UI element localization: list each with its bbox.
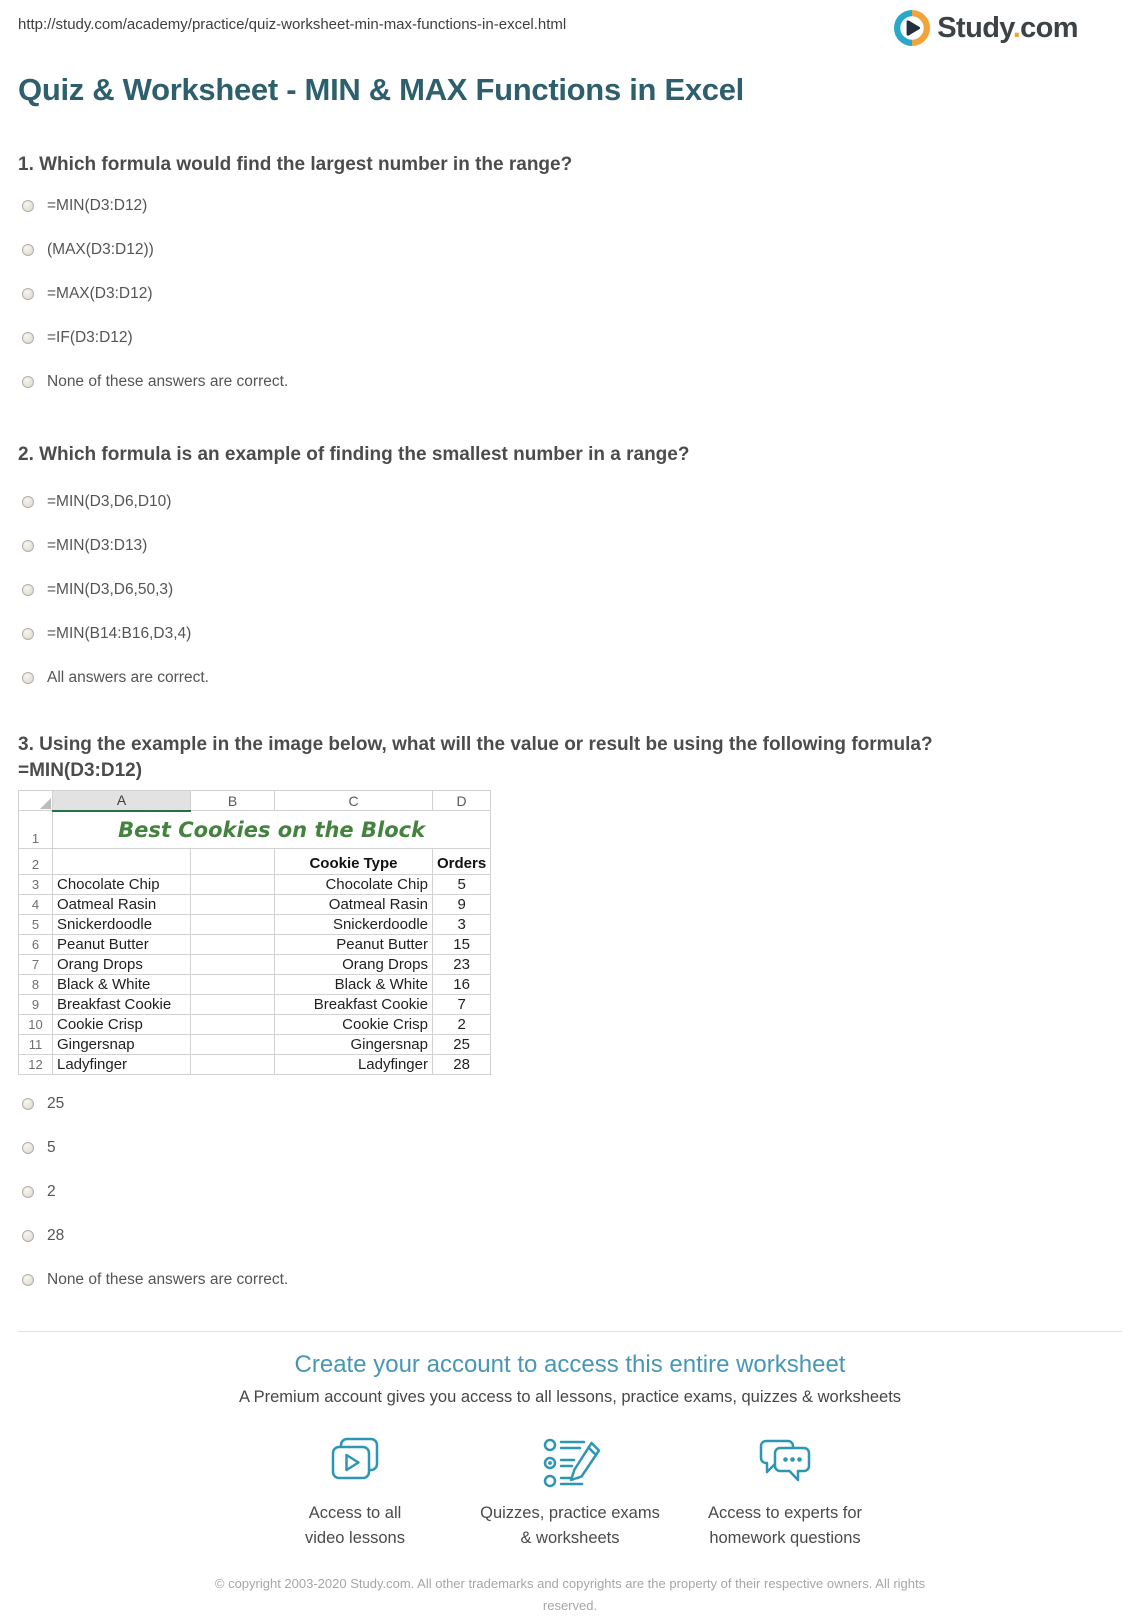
answer-option[interactable] bbox=[18, 494, 1122, 510]
radio-button[interactable] bbox=[22, 244, 34, 256]
cookie-type-header-cell: Cookie Type bbox=[275, 849, 433, 875]
radio-button[interactable] bbox=[22, 1186, 34, 1198]
sheet-corner-triangle-icon bbox=[40, 798, 51, 809]
feature-label: Access to all video lessons bbox=[305, 1504, 405, 1547]
radio-button[interactable] bbox=[22, 496, 34, 508]
sheet-data-row bbox=[19, 1035, 491, 1055]
column-header-c: C bbox=[275, 791, 433, 811]
cell-c: Ladyfinger bbox=[275, 1055, 433, 1075]
cell-d: 16 bbox=[433, 975, 491, 995]
answer-option-label: =MAX(D3:D12) bbox=[47, 285, 153, 302]
radio-button[interactable] bbox=[22, 584, 34, 596]
sheet-data-row bbox=[19, 995, 491, 1015]
cell-b bbox=[191, 1035, 275, 1055]
feature-label: Quizzes, practice exams & worksheets bbox=[480, 1504, 660, 1547]
row-number: 3 bbox=[19, 875, 53, 895]
sheet-data-row bbox=[19, 1015, 491, 1035]
cell-c: Black & White bbox=[275, 975, 433, 995]
answer-option-label: 25 bbox=[47, 1095, 65, 1112]
cell-c: Snickerdoodle bbox=[275, 915, 433, 935]
answer-option-label: None of these answers are correct. bbox=[47, 1271, 289, 1288]
sheet-data-row bbox=[19, 1055, 491, 1075]
cell-b bbox=[191, 849, 275, 875]
cell-a: Snickerdoodle bbox=[53, 915, 191, 935]
cell-b bbox=[191, 895, 275, 915]
cell-d: 7 bbox=[433, 995, 491, 1015]
sheet-data-row bbox=[19, 915, 491, 935]
question-3 bbox=[18, 732, 1122, 1288]
row-number: 7 bbox=[19, 955, 53, 975]
cell-a bbox=[53, 849, 191, 875]
radio-button[interactable] bbox=[22, 1274, 34, 1286]
answer-option-label: (MAX(D3:D12)) bbox=[47, 241, 154, 258]
excel-sheet-image bbox=[18, 790, 1122, 1075]
answer-option-label: =MIN(D3,D6,D10) bbox=[47, 493, 172, 510]
cell-d: 25 bbox=[433, 1035, 491, 1055]
homework-experts-icon bbox=[685, 1433, 885, 1491]
radio-button[interactable] bbox=[22, 540, 34, 552]
cell-b bbox=[191, 955, 275, 975]
answer-option[interactable] bbox=[18, 242, 1122, 258]
row-number: 2 bbox=[19, 849, 53, 875]
row-number: 8 bbox=[19, 975, 53, 995]
answer-option-label: =MIN(D3,D6,50,3) bbox=[47, 581, 174, 598]
answer-option-label: None of these answers are correct. bbox=[47, 373, 289, 390]
row-number: 1 bbox=[19, 811, 53, 849]
answer-option[interactable] bbox=[18, 286, 1122, 302]
answer-option[interactable] bbox=[18, 198, 1122, 214]
cell-d: 23 bbox=[433, 955, 491, 975]
row-number: 10 bbox=[19, 1015, 53, 1035]
sheet-title-row bbox=[19, 811, 491, 849]
answer-option[interactable] bbox=[18, 1140, 1122, 1156]
radio-button[interactable] bbox=[22, 376, 34, 388]
quizzes-worksheets-icon bbox=[470, 1433, 670, 1491]
question-2-heading: 2. Which formula is an example of finding the smallest number in a range? bbox=[18, 444, 690, 465]
row-number: 11 bbox=[19, 1035, 53, 1055]
cell-b bbox=[191, 915, 275, 935]
cell-d: 15 bbox=[433, 935, 491, 955]
radio-button[interactable] bbox=[22, 1142, 34, 1154]
url-text: http://study.com/academy/practice/quiz-worksheet-min-max-functions-in-excel.html bbox=[18, 16, 567, 33]
question-3-heading: 3. Using the example in the image below, what will the value or result be using the following formula? bbox=[18, 734, 933, 755]
feature-label: Access to experts for homework questions bbox=[707, 1504, 863, 1547]
feature-homework-experts bbox=[685, 1433, 885, 1551]
cell-d: 3 bbox=[433, 915, 491, 935]
row-number: 5 bbox=[19, 915, 53, 935]
cell-a: Breakfast Cookie bbox=[53, 995, 191, 1015]
cell-a: Black & White bbox=[53, 975, 191, 995]
sheet-title-cell: Best Cookies on the Block bbox=[53, 811, 491, 849]
sheet-data-row bbox=[19, 895, 491, 915]
radio-button[interactable] bbox=[22, 628, 34, 640]
cell-c: Breakfast Cookie bbox=[275, 995, 433, 1015]
cell-c: Peanut Butter bbox=[275, 935, 433, 955]
question-1-options bbox=[18, 198, 1122, 390]
cell-a: Gingersnap bbox=[53, 1035, 191, 1055]
answer-option-label: 5 bbox=[47, 1139, 56, 1156]
question-2 bbox=[18, 442, 1122, 686]
cell-a: Peanut Butter bbox=[53, 935, 191, 955]
column-header-d: D bbox=[433, 791, 491, 811]
cell-a: Cookie Crisp bbox=[53, 1015, 191, 1035]
sheet-header-row bbox=[19, 849, 491, 875]
answer-option-label: =MIN(B14:B16,D3,4) bbox=[47, 625, 192, 642]
sheet-data-row bbox=[19, 955, 491, 975]
answer-option[interactable] bbox=[18, 538, 1122, 554]
radio-button[interactable] bbox=[22, 1230, 34, 1242]
page-header bbox=[18, 0, 1122, 46]
cell-d: 2 bbox=[433, 1015, 491, 1035]
answer-option[interactable] bbox=[18, 626, 1122, 642]
answer-option[interactable] bbox=[18, 1272, 1122, 1288]
cta-title: Create your account to access this entire worksheet bbox=[294, 1351, 846, 1378]
answer-option[interactable] bbox=[18, 330, 1122, 346]
question-2-options bbox=[18, 494, 1122, 686]
cell-d: 9 bbox=[433, 895, 491, 915]
cell-a: Ladyfinger bbox=[53, 1055, 191, 1075]
question-3-options bbox=[18, 1096, 1122, 1288]
copyright-text: © copyright 2003-2020 Study.com. All other trademarks and copyrights are the property of their respective owners. All rights reserved. bbox=[214, 1576, 926, 1614]
cell-d: 28 bbox=[433, 1055, 491, 1075]
answer-option[interactable] bbox=[18, 374, 1122, 390]
orders-header-cell: Orders bbox=[433, 849, 491, 875]
sheet-select-all-corner bbox=[19, 791, 53, 811]
cell-c: Cookie Crisp bbox=[275, 1015, 433, 1035]
cell-b bbox=[191, 995, 275, 1015]
question-3-formula: =MIN(D3:D12) bbox=[18, 760, 143, 781]
cell-b bbox=[191, 1015, 275, 1035]
row-number: 12 bbox=[19, 1055, 53, 1075]
cta-subtitle: A Premium account gives you access to all lessons, practice exams, quizzes & worksheets bbox=[238, 1388, 902, 1406]
cell-a: Chocolate Chip bbox=[53, 875, 191, 895]
answer-option[interactable] bbox=[18, 1228, 1122, 1244]
logo-dot: . bbox=[1012, 11, 1021, 44]
answer-option[interactable] bbox=[18, 1096, 1122, 1112]
answer-option[interactable] bbox=[18, 582, 1122, 598]
column-header-a: A bbox=[53, 791, 191, 811]
radio-button[interactable] bbox=[22, 1098, 34, 1110]
answer-option[interactable] bbox=[18, 1184, 1122, 1200]
feature-row bbox=[18, 1433, 1122, 1551]
sheet-data-row bbox=[19, 875, 491, 895]
cell-c: Gingersnap bbox=[275, 1035, 433, 1055]
radio-button[interactable] bbox=[22, 672, 34, 684]
answer-option-label: All answers are correct. bbox=[47, 669, 209, 686]
row-number: 9 bbox=[19, 995, 53, 1015]
radio-button[interactable] bbox=[22, 200, 34, 212]
cell-a: Oatmeal Rasin bbox=[53, 895, 191, 915]
row-number: 6 bbox=[19, 935, 53, 955]
row-number: 4 bbox=[19, 895, 53, 915]
cell-b bbox=[191, 975, 275, 995]
radio-button[interactable] bbox=[22, 288, 34, 300]
radio-button[interactable] bbox=[22, 332, 34, 344]
question-1 bbox=[18, 152, 1122, 390]
answer-option-label: =MIN(D3:D13) bbox=[47, 537, 148, 554]
cell-c: Oatmeal Rasin bbox=[275, 895, 433, 915]
answer-option-label: =MIN(D3:D12) bbox=[47, 197, 148, 214]
sheet-data-row bbox=[19, 935, 491, 955]
cell-d: 5 bbox=[433, 875, 491, 895]
studycom-play-icon bbox=[894, 10, 930, 46]
cell-b bbox=[191, 935, 275, 955]
studycom-logo-text: Study.com bbox=[937, 11, 1078, 44]
question-1-heading: 1. Which formula would find the largest number in the range? bbox=[18, 154, 573, 175]
cell-a: Orang Drops bbox=[53, 955, 191, 975]
cell-b bbox=[191, 1055, 275, 1075]
excel-sheet-table bbox=[18, 790, 491, 1075]
cell-b bbox=[191, 875, 275, 895]
feature-video-lessons bbox=[255, 1433, 455, 1551]
answer-option-label: 28 bbox=[47, 1227, 65, 1244]
studycom-logo bbox=[894, 10, 1078, 46]
answer-option-label: 2 bbox=[47, 1183, 56, 1200]
answer-option[interactable] bbox=[18, 670, 1122, 686]
column-header-b: B bbox=[191, 791, 275, 811]
feature-quizzes-worksheets bbox=[470, 1433, 670, 1551]
cta-footer bbox=[18, 1331, 1122, 1617]
page-title: Quiz & Worksheet - MIN & MAX Functions in Excel bbox=[18, 72, 744, 107]
answer-option-label: =IF(D3:D12) bbox=[47, 329, 133, 346]
cell-c: Chocolate Chip bbox=[275, 875, 433, 895]
sheet-data-row bbox=[19, 975, 491, 995]
video-lessons-icon bbox=[255, 1433, 455, 1491]
cell-c: Orang Drops bbox=[275, 955, 433, 975]
